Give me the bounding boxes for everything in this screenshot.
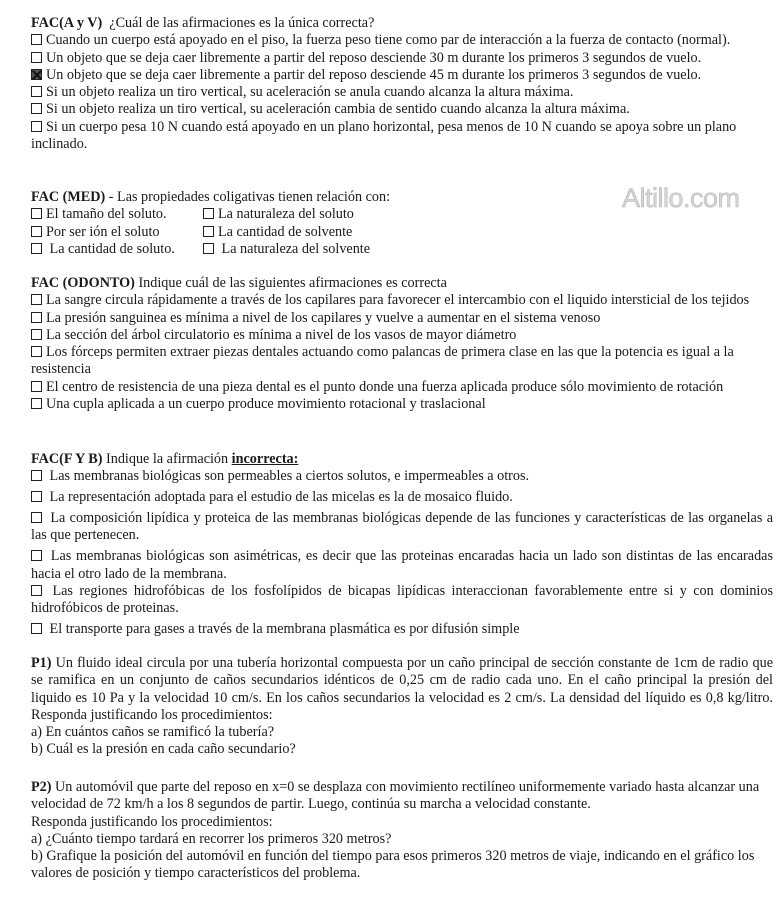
question-tag: FAC (MED)	[31, 189, 106, 205]
option: Los fórceps permiten extraer piezas dentales actuando como palancas de primera clase en las que la potencia es igual a la resistencia	[31, 344, 734, 378]
option: La naturaleza del solvente	[203, 241, 423, 258]
checkbox[interactable]	[31, 329, 42, 340]
question-tag: FAC (ODONTO)	[31, 275, 135, 291]
problem-body: Un automóvil que parte del reposo en x=0 se desplaza con movimiento rectilíneo uniformemente variado hasta alcanzar una velocidad de 72 km/h a los 8 segundos de partir. Luego, continúa su marcha a velocidad constante.	[31, 779, 760, 813]
problem-part-b: b) Grafique la posición del automóvil en función del tiempo para esos primeros 320 metros de viaje, indicando en el gráfico los valores de posición y tiempo característicos del problema.	[31, 848, 755, 882]
checkbox[interactable]	[31, 623, 42, 634]
option: Por ser ión el soluto	[31, 224, 203, 241]
problem-body: Un fluido ideal circula por una tubería horizontal compuesta por un caño principal de sección constante de 1cm de radio que se ramifica en un conjunto de caños secundarios idénticos de 0,25 cm de radio cada uno. En el caño principal la presión del liquido es 10 Pa y la velocidad 10 cm/s. En los caños secundarios la velocidad es 2 cm/s. La densidad del líquido es 0,8 kg/litro. Responda justificando los procedimientos:	[31, 655, 774, 723]
checkbox[interactable]	[31, 208, 42, 219]
option: Las membranas biológicas son asimétricas, es decir que las proteinas encaradas hacia un lado son distintas de las encaradas hacia el otro lado de la membrana.	[31, 548, 773, 582]
checkbox[interactable]	[31, 381, 42, 392]
option: Las membranas biológicas son permeables a ciertos solutos, e impermeables a otros.	[31, 468, 773, 485]
checkbox[interactable]	[31, 585, 42, 596]
checkbox[interactable]	[31, 103, 42, 114]
checkbox[interactable]	[31, 312, 42, 323]
question-med	[31, 183, 773, 258]
question-prompt: Indique la afirmación	[106, 451, 229, 467]
option: Las regiones hidrofóbicas de los fosfolípidos de bicapas lipídicas interaccionan favorablemente entre si y con dominios hidrofóbicos de proteinas.	[31, 582, 773, 617]
option: El centro de resistencia de una pieza dental es el punto donde una fuerza aplicada produce sólo movimiento de rotación	[31, 379, 773, 396]
problem-1	[31, 655, 773, 759]
checkbox[interactable]	[31, 398, 42, 409]
question-fyb	[31, 451, 773, 638]
option: La naturaleza del soluto	[203, 206, 423, 223]
checkbox[interactable]	[31, 346, 42, 357]
checkbox[interactable]	[31, 34, 42, 45]
problem-tag: P1)	[31, 655, 52, 671]
option: La presión sanguinea es mínima a nivel de los capilares y vuelve a aumentar en el sistema venoso	[31, 310, 773, 327]
option: Si un objeto realiza un tiro vertical, su aceleración se anula cuando alcanza la altura máxima.	[31, 84, 773, 101]
option: Si un cuerpo pesa 10 N cuando está apoyado en un plano horizontal, pesa menos de 10 N cuando se apoya sobre un plano inclinado.	[31, 118, 737, 153]
question-tag: FAC(F Y B)	[31, 451, 103, 467]
question-tag: FAC(A y V)	[31, 15, 103, 31]
checkbox[interactable]	[31, 470, 42, 481]
checkbox[interactable]	[203, 243, 214, 254]
problem-part-b: b) Cuál es la presión en cada caño secundario?	[31, 741, 296, 758]
option: La cantidad de solvente	[203, 224, 423, 241]
option: La cantidad de soluto.	[31, 241, 203, 258]
question-prompt: - Las propiedades coligativas tienen relación con:	[108, 189, 391, 205]
question-emphasis: incorrecta:	[231, 451, 299, 467]
checkbox[interactable]	[31, 121, 42, 132]
checkbox[interactable]	[31, 294, 42, 305]
checkbox[interactable]	[31, 86, 42, 97]
option: La representación adoptada para el estudio de las micelas es la de mosaico fluido.	[31, 489, 773, 506]
problem-intro: Responda justificando los procedimientos:	[31, 813, 273, 830]
option-selected: Un objeto que se deja caer libremente a partir del reposo desciende 45 m durante los primeros 3 segundos de vuelo.	[31, 67, 773, 84]
checkbox[interactable]	[31, 491, 42, 502]
option: Una cupla aplicada a un cuerpo produce movimiento rotacional y traslacional	[31, 396, 773, 413]
option: Si un objeto realiza un tiro vertical, su aceleración cambia de sentido cuando alcanza la altura máxima.	[31, 101, 773, 118]
question-odonto	[31, 275, 773, 413]
checkbox[interactable]	[31, 226, 42, 237]
option: El tamaño del soluto.	[31, 206, 203, 223]
checkbox[interactable]	[31, 512, 42, 523]
question-prompt: ¿Cuál de las afirmaciones es la única correcta?	[109, 15, 375, 31]
question-ayv	[31, 15, 773, 153]
problem-part-a: a) ¿Cuánto tiempo tardará en recorrer los primeros 320 metros?	[31, 830, 392, 847]
checkbox[interactable]	[31, 550, 42, 561]
problem-2	[31, 779, 773, 883]
problem-tag: P2)	[31, 779, 52, 795]
checkbox[interactable]	[31, 243, 42, 254]
option: Un objeto que se deja caer libremente a partir del reposo desciende 30 m durante los primeros 3 segundos de vuelo.	[31, 50, 773, 67]
option: La sangre circula rápidamente a través de los capilares para favorecer el intercambio con el liquido intersticial de los tejidos	[31, 292, 773, 309]
checkbox-checked[interactable]	[31, 69, 42, 80]
checkbox[interactable]	[203, 226, 214, 237]
option: Cuando un cuerpo está apoyado en el piso, la fuerza peso tiene como par de interacción a la fuerza de contacto (normal).	[31, 32, 773, 49]
checkbox[interactable]	[203, 208, 214, 219]
option: El transporte para gases a través de la membrana plasmática es por difusión simple	[31, 621, 773, 638]
option: La sección del árbol circulatorio es mínima a nivel de los vasos de mayor diámetro	[31, 327, 773, 344]
problem-part-a: a) En cuántos caños se ramificó la tubería?	[31, 724, 275, 741]
question-prompt: Indique cuál de las siguientes afirmaciones es correcta	[138, 275, 447, 291]
checkbox[interactable]	[31, 52, 42, 63]
option: La composición lipídica y proteica de las membranas biológicas depende de las funciones y características de las organelas a las que pertenecen.	[31, 510, 773, 544]
watermark-logo: Altillo.com	[622, 183, 740, 213]
